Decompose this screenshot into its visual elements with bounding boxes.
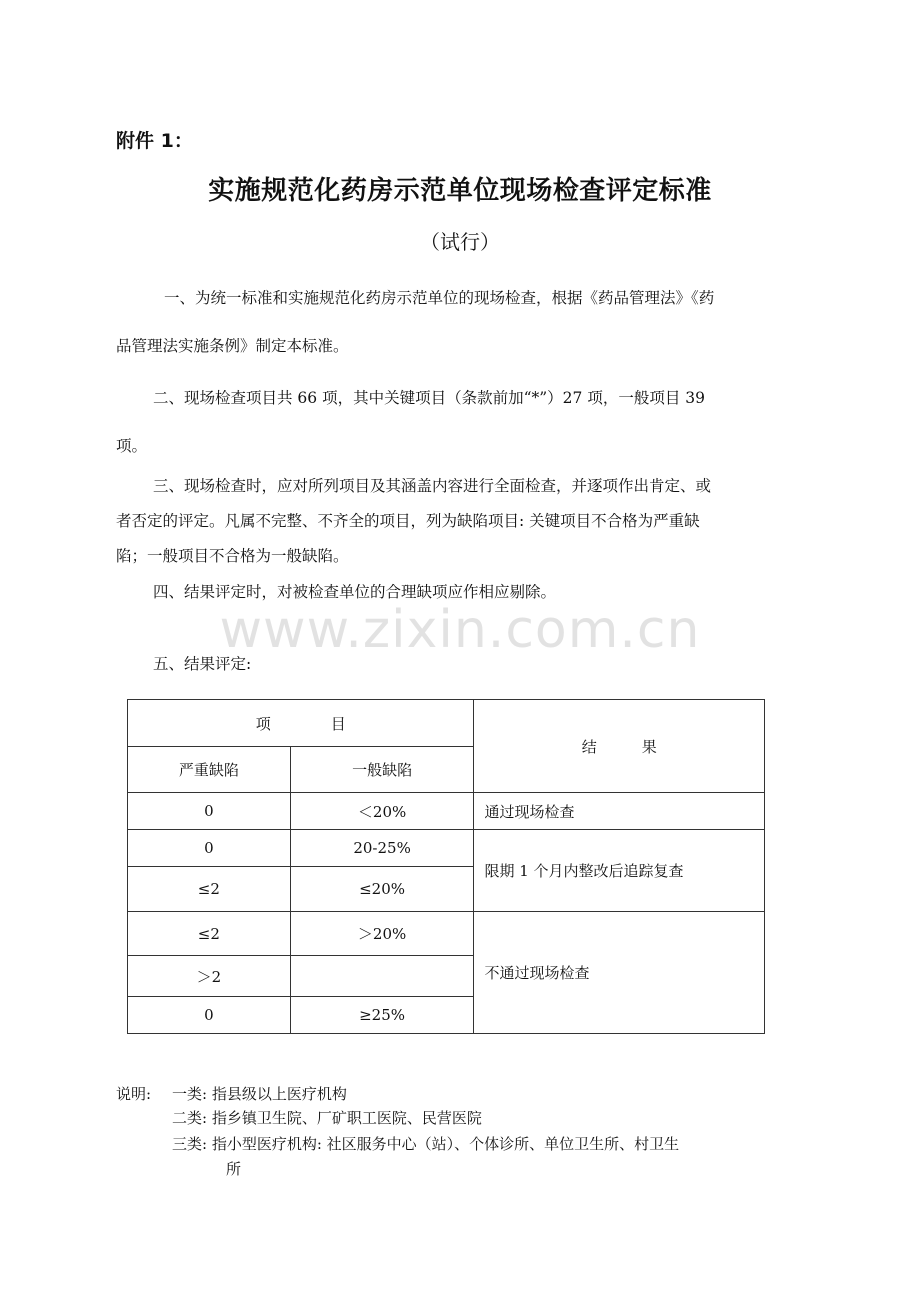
- table-cell-serious: 0: [128, 793, 291, 830]
- header-item-cell: 项 目: [128, 700, 474, 747]
- result-fail: 不通过现场检查: [474, 912, 765, 1034]
- attachment-label: 附件 1：: [116, 130, 193, 152]
- table-cell-general: [290, 956, 474, 997]
- note-line-3: 三类: 指小型医疗机构: 社区服务中心（站）、个体诊所、单位卫生所、村卫生: [172, 1135, 680, 1153]
- paragraph-2-line-2: 项。: [116, 437, 148, 455]
- paragraph-3-line-1: 三、现场检查时，应对所列项目及其涵盖内容进行全面检查，并逐项作出肯定、或: [153, 477, 712, 495]
- note-line-4: 所: [226, 1160, 242, 1178]
- paragraph-1-line-2: 品管理法实施条例》制定本标准。: [116, 337, 349, 355]
- document-title: 实施规范化药房示范单位现场检查评定标准: [208, 176, 712, 206]
- watermark: www.zixin.com.cn: [219, 600, 701, 660]
- note-line-1: 一类: 指县级以上医疗机构: [172, 1085, 347, 1103]
- header-general-defect: 一般缺陷: [290, 747, 474, 793]
- paragraph-1-line-1: 一、为统一标准和实施规范化药房示范单位的现场检查，根据《药品管理法》《药: [164, 289, 715, 307]
- table-cell-general: ≥25%: [290, 997, 474, 1034]
- paragraph-3-line-3: 陷；一般项目不合格为一般缺陷。: [116, 547, 349, 565]
- paragraph-5: 五、结果评定:: [153, 655, 252, 673]
- note-label: 说明:: [116, 1085, 152, 1103]
- table-cell-general: 20-25%: [290, 830, 474, 867]
- result-pass: 通过现场检查: [474, 793, 765, 830]
- header-result-cell: 结 果: [474, 700, 765, 793]
- table-cell-general: ＞20%: [290, 912, 474, 956]
- table-cell-serious: ≤2: [128, 912, 291, 956]
- paragraph-2-line-1: 二、现场检查项目共 66 项，其中关键项目（条款前加“*”）27 项，一般项目 39: [153, 389, 705, 407]
- paragraph-4: 四、结果评定时，对被检查单位的合理缺项应作相应剔除。: [153, 583, 557, 601]
- table-cell-serious: 0: [128, 830, 291, 867]
- table-cell-general: ≤20%: [290, 867, 474, 912]
- result-rectify: 限期 1 个月内整改后追踪复查: [474, 830, 765, 912]
- paragraph-3-line-2: 者否定的评定。凡属不完整、不齐全的项目，列为缺陷项目: 关键项目不合格为严重缺: [116, 512, 700, 530]
- table-cell-serious: ≤2: [128, 867, 291, 912]
- document-subtitle: （试行）: [420, 230, 500, 254]
- note-line-2: 二类: 指乡镇卫生院、厂矿职工医院、民营医院: [172, 1109, 482, 1127]
- result-table: [127, 699, 765, 1034]
- table-cell-serious: 0: [128, 997, 291, 1034]
- table-cell-serious: ＞2: [128, 956, 291, 997]
- header-serious-defect: 严重缺陷: [128, 747, 291, 793]
- table-cell-general: ＜20%: [290, 793, 474, 830]
